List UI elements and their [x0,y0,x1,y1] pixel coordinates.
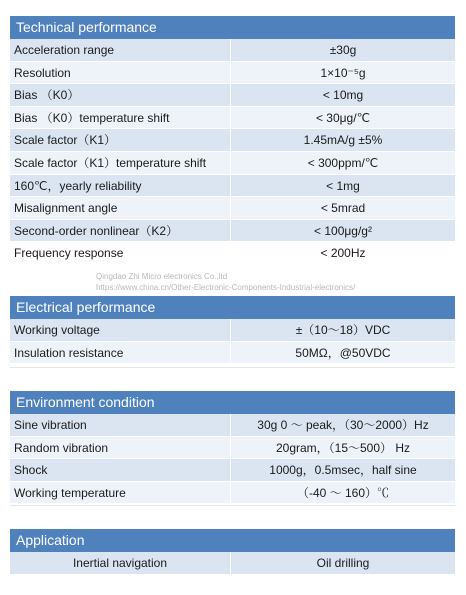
row-label: Working voltage [10,319,231,341]
table-row [10,197,455,220]
row-value: 20gram，（15～500） Hz [275,440,411,455]
row-value: < 300ppm/℃ [307,155,379,170]
table-row [10,152,455,175]
row-label: Acceleration range [10,39,231,61]
row-value: （-40 ～ 160）℃ [296,485,390,500]
table-row [10,107,455,130]
row-label: Misalignment angle [10,197,231,219]
table-row [10,39,455,62]
electrical-performance-heading: Electrical performance [10,296,455,319]
row-label: Sine vibration [10,414,231,436]
table-row [10,437,455,460]
environment-condition-table [10,391,455,504]
row-value: 1×10⁻⁵g [320,65,366,80]
table-row [10,242,455,265]
row-value: < 5mrad [320,201,366,216]
row-value: < 100μg/g² [314,223,372,238]
table-row [10,459,455,482]
row-label: Bias （K0）temperature shift [10,107,231,129]
row-value: 1000g，0.5msec，half sine [269,463,417,478]
row-label: Scale factor（K1） [10,129,231,151]
row-label: Shock [10,459,231,481]
row-label: Inertial navigation [10,552,231,574]
table-row [10,414,455,437]
technical-performance-table [10,16,455,265]
row-label: Insulation resistance [10,342,231,364]
table-row [10,482,455,505]
table-row [10,62,455,85]
table-row [10,129,455,152]
table-row [10,552,455,575]
row-value: 30g 0 ～ peak，（30～2000）Hz [257,418,429,432]
row-label: Scale factor（K1）temperature shift [10,152,231,174]
table-row [10,220,455,243]
row-value: < 200Hz [320,246,366,261]
row-value: ±30g [329,43,357,57]
table-row [10,84,455,107]
row-label: 160℃，yearly reliability [10,175,231,197]
row-label: Bias （K0） [10,84,231,106]
row-value: Oil drilling [316,556,370,570]
row-value: < 30μg/℃ [315,110,371,125]
section-divider [10,367,455,368]
row-value: < 1mg [326,178,360,193]
row-value: 1.45mA/g ±5% [303,133,383,148]
watermark-url: https://www.china.cn/Other-Electronic-Components-Industrial-electronics/ [96,283,356,292]
electrical-performance-table [10,296,455,364]
table-row [10,342,455,365]
application-table [10,529,455,575]
environment-condition-heading: Environment condition [10,391,455,414]
row-label: Random vibration [10,437,231,459]
row-label: Working temperature [10,482,231,504]
table-row [10,175,455,198]
watermark-company: Qingdao Zhi Micro electronics Co.,ltd [96,272,228,281]
row-label: Resolution [10,62,231,84]
row-value: ±（10～18）VDC [295,323,391,337]
section-divider [10,505,455,506]
table-row [10,319,455,342]
application-heading: Application [10,529,455,552]
row-value: 50MΩ，@50VDC [295,345,391,360]
row-label: Frequency response [10,242,231,264]
row-label: Second-order nonlinear（K2） [10,220,231,242]
technical-performance-heading: Technical performance [10,16,455,39]
row-value: < 10mg [322,88,364,103]
